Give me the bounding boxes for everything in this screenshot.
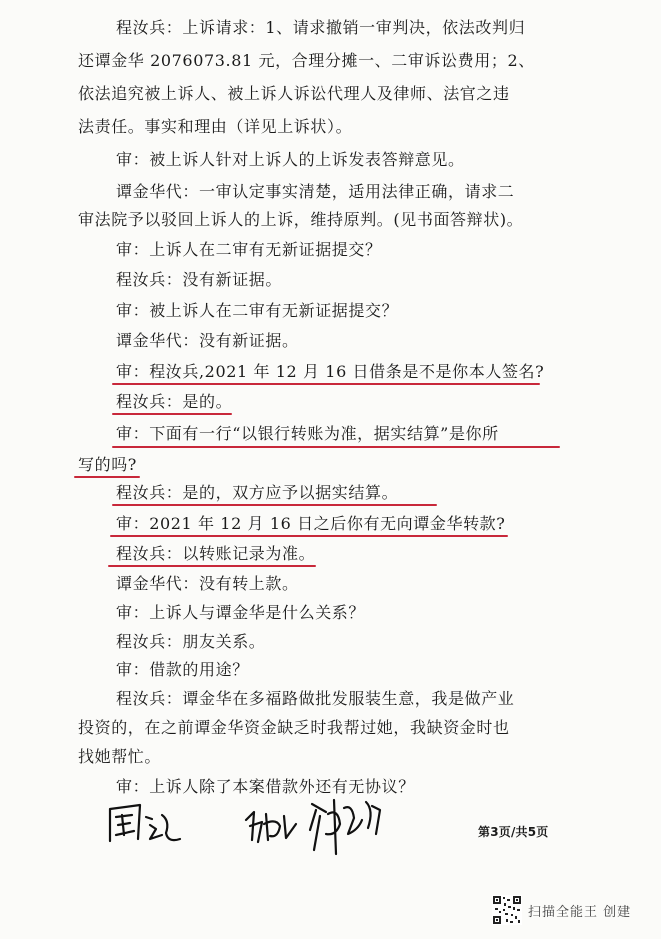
transcript-line-highlighted: 审：2021 年 12 月 16 日之后你有无向谭金华转款? — [116, 514, 506, 533]
transcript-line: 审：借款的用途？ — [116, 660, 249, 679]
transcript-line-highlighted: 审：下面有一行“以银行转账为准，据实结算”是你所 — [116, 424, 499, 443]
transcript-line-highlighted: 程汝兵：以转账记录为准。 — [116, 544, 316, 563]
red-underline — [112, 504, 437, 506]
transcript-line: 找她帮忙。 — [78, 747, 162, 766]
red-underline — [108, 565, 316, 567]
red-underline — [112, 413, 232, 415]
qr-code-icon — [492, 895, 522, 925]
transcript-line: 审法院予以驳回上诉人的上诉，维持原判。(见书面答辩状)。 — [78, 210, 524, 229]
transcript-line: 谭金华代：没有转上款。 — [116, 574, 299, 593]
red-underline — [110, 535, 508, 537]
transcript-line-highlighted: 程汝兵：是的，双方应予以据实结算。 — [116, 483, 399, 502]
transcript-line-highlighted: 写的吗? — [78, 455, 137, 474]
scanner-watermark: 扫描全能王 创建 — [528, 905, 632, 920]
page-number: 第3页/共5页 — [478, 825, 549, 839]
handwritten-signature-1 — [100, 795, 190, 855]
transcript-line: 程汝兵：朋友关系。 — [116, 632, 266, 651]
transcript-line: 审：上诉人在二审有无新证据提交？ — [116, 240, 382, 259]
transcript-line: 还谭金华 2076073.81 元，合理分摊一、二审诉讼费用；2、 — [78, 51, 535, 70]
transcript-line: 依法追究被上诉人、被上诉人诉讼代理人及律师、法官之违 — [78, 84, 510, 103]
transcript-line: 谭金华代：一审认定事实清楚，适用法律正确，请求二 — [116, 182, 515, 201]
transcript-line: 投资的，在之前谭金华资金缺乏时我帮过她，我缺资金时也 — [78, 718, 510, 737]
transcript-line: 程汝兵：上诉请求：1、请求撤销一审判决，依法改判归 — [116, 18, 526, 37]
red-underline — [112, 446, 560, 448]
handwritten-signature-2 — [240, 790, 390, 870]
transcript-line: 审：被上诉人在二审有无新证据提交？ — [116, 301, 399, 320]
transcript-line: 谭金华代：没有新证据。 — [116, 331, 299, 350]
transcript-line: 审：上诉人除了本案借款外还有无协议？ — [116, 777, 415, 796]
transcript-line: 审：上诉人与谭金华是什么关系？ — [116, 603, 366, 622]
scanner-footer — [492, 895, 652, 927]
red-underline — [112, 383, 540, 385]
transcript-line: 法责任。事实和理由（详见上诉状）。 — [78, 117, 353, 136]
transcript-line-highlighted: 审：程汝兵,2021 年 12 月 16 日借条是不是你本人签名? — [116, 362, 545, 381]
transcript-line: 程汝兵：谭金华在多福路做批发服装生意，我是做产业 — [116, 689, 515, 708]
transcript-line: 程汝兵：没有新证据。 — [116, 270, 283, 289]
red-underline — [74, 476, 140, 478]
transcript-line-highlighted: 程汝兵：是的。 — [116, 392, 233, 411]
transcript-line: 审：被上诉人针对上诉人的上诉发表答辩意见。 — [116, 150, 465, 169]
